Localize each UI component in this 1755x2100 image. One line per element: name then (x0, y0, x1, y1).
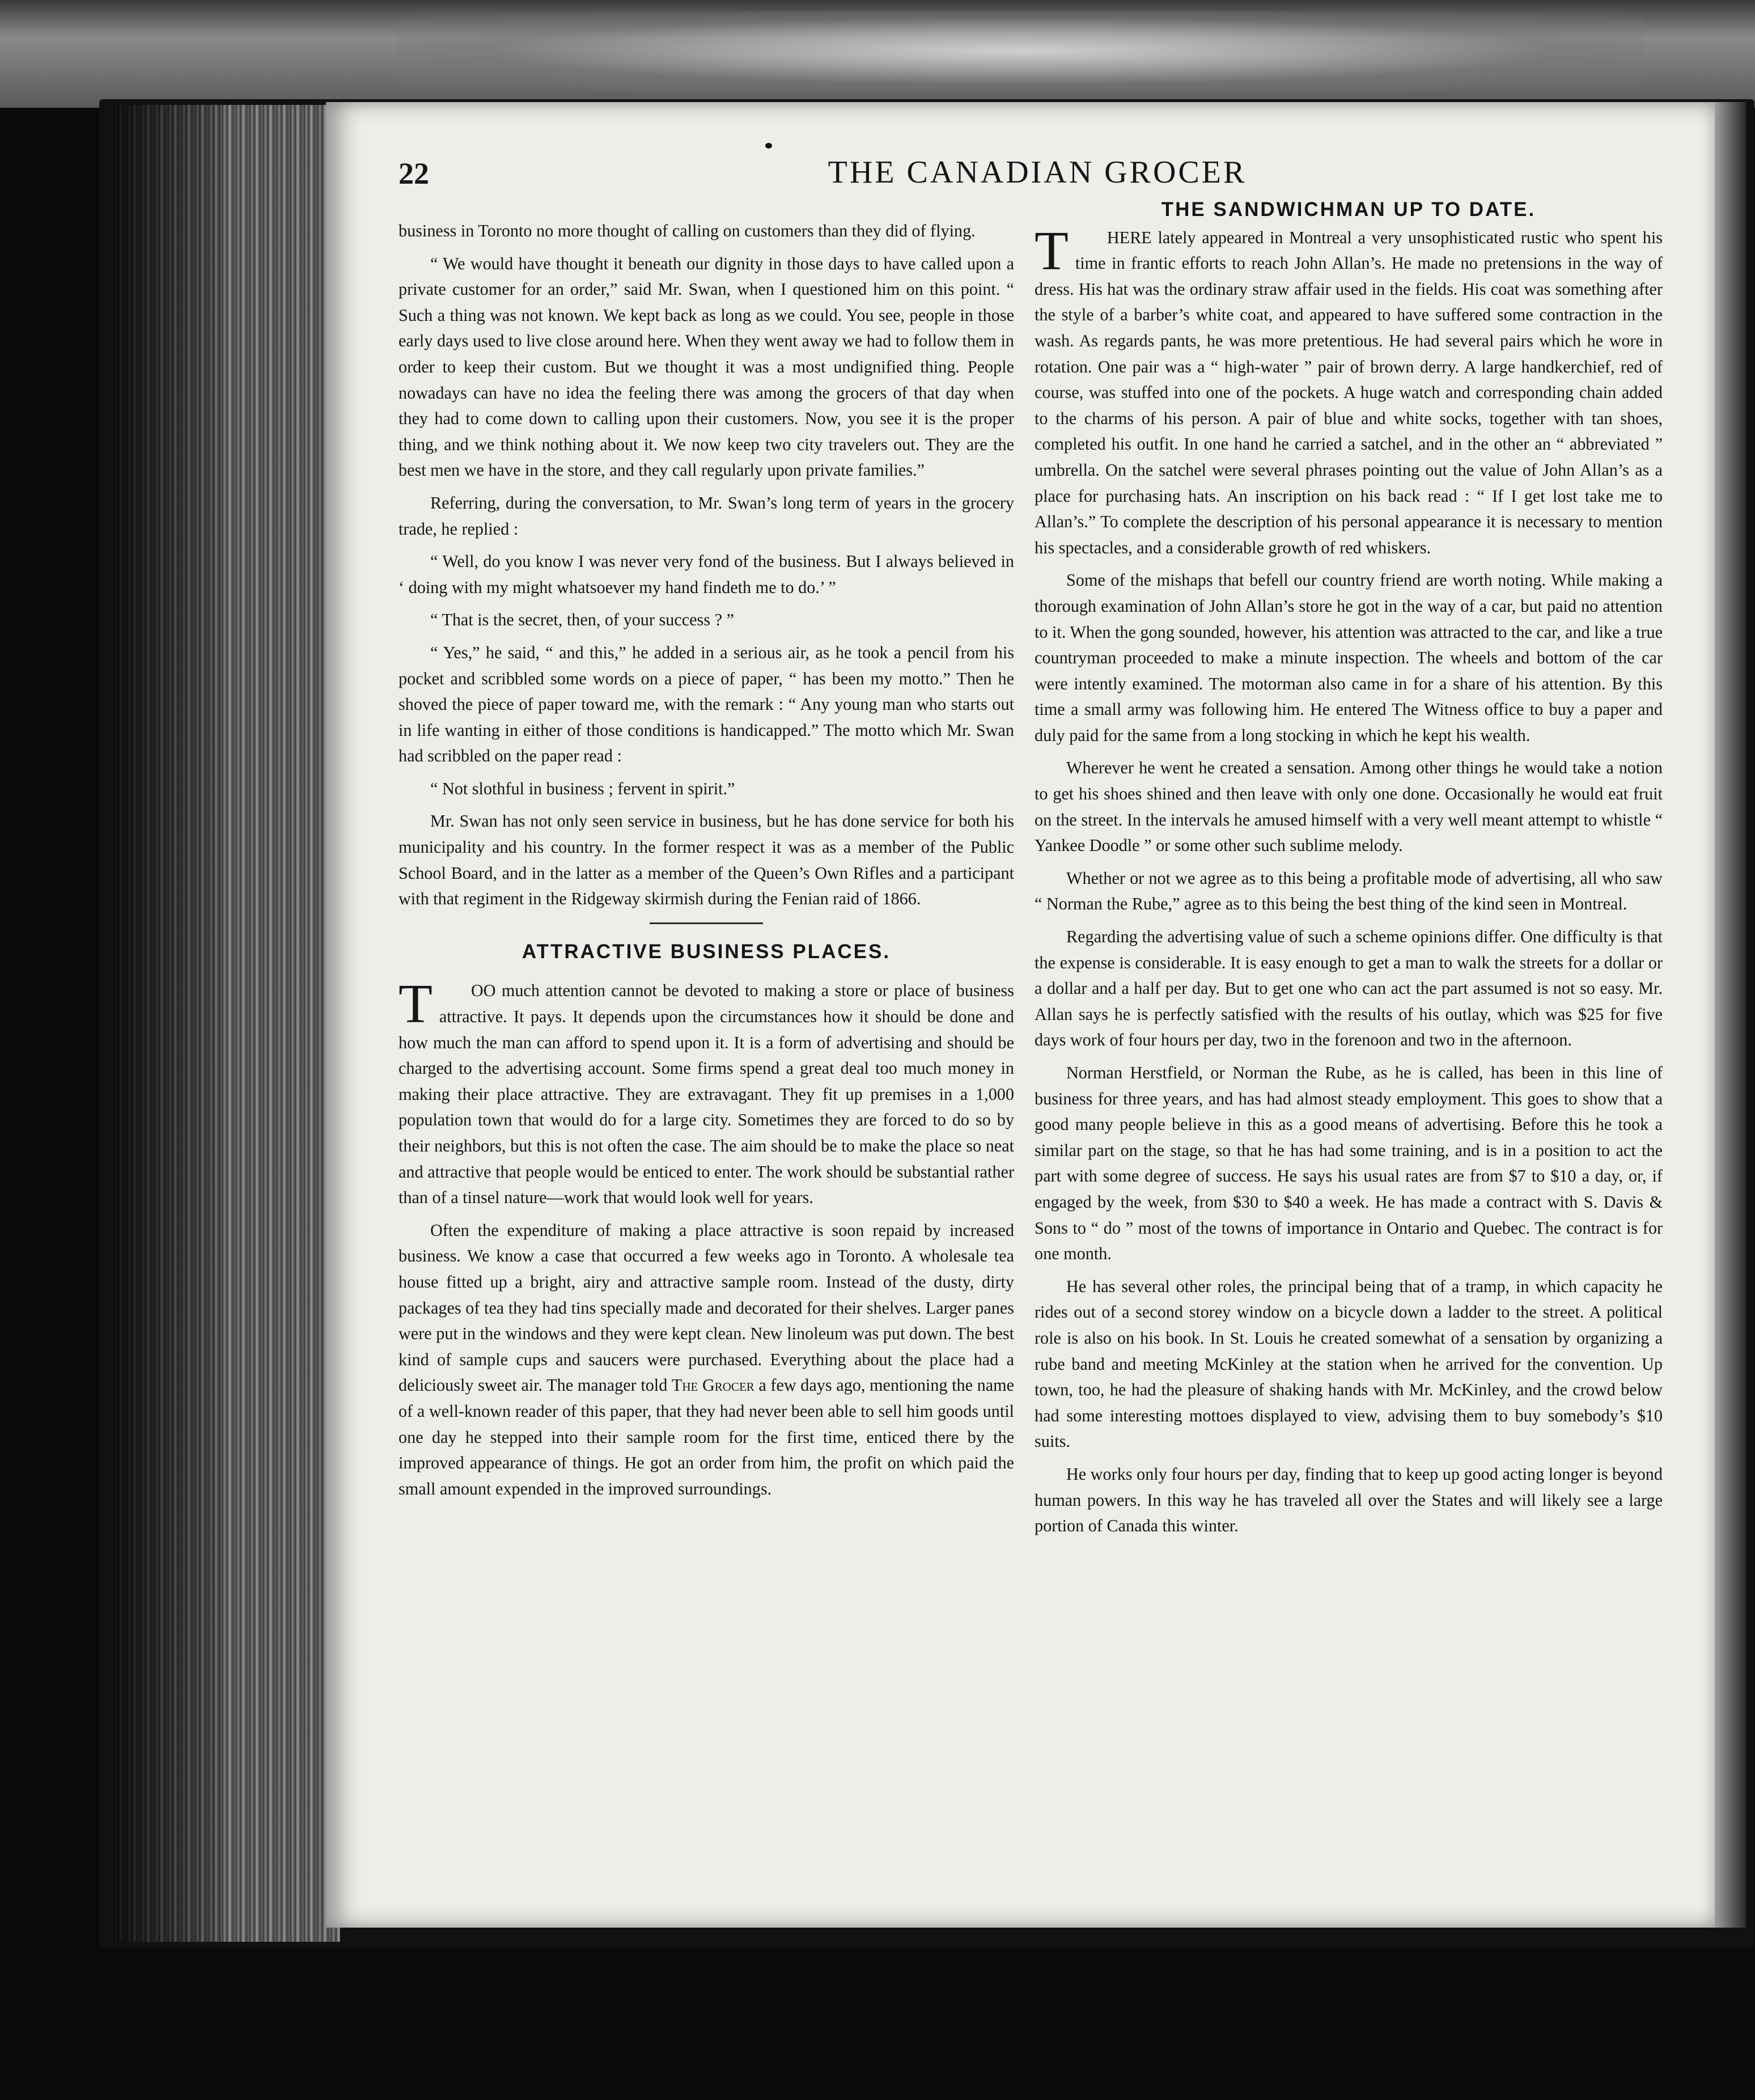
paragraph-text: a few days ago, mentioning the name of a well-known reader of this paper, that they had never been able to sell him goods until one day he stepped into their sample room for the first time, enticed there by the improved appearance of things. He got an order from him, the profit on which paid the small amount expended in the improved surroundings. (399, 1375, 1014, 1498)
left-column (399, 218, 1014, 1502)
paragraph: Wherever he went he created a sensation. Among other things he would take a notion to get his shoes shined and then leave with only one done. Occasionally he would eat fruit on the street. In the intervals he amused himself with a very well meant attempt to whistle “ Yankee Doodle ” or some other such sublime melody. (1035, 758, 1663, 856)
paragraph (399, 1218, 1014, 1502)
article-lead-paragraph (399, 973, 1014, 1210)
page-number: 22 (399, 156, 429, 190)
drop-cap: T (1035, 220, 1069, 282)
paragraph: “ Yes,” he said, “ and this,” he added in a serious air, as he took a pencil from his pocket and scribbled some words on a piece of paper, “ has been my motto.” Then he shoved the piece of paper toward me, with the remark : “ Any young man who starts out in life wanting in either of those conditions is handicapped.” The motto which Mr. Swan had scribbled on the paper read : (399, 642, 1014, 766)
paragraph: Regarding the advertising value of such a scheme opinions differ. One difficulty is that the expense is considerable. It is easy enough to get a man to walk the streets for a dollar or a dollar and a half per day. But to get one who can act the part assumed is not so easy. Mr. Allan says he is perfectly satisfied with the results of his outlay, which was $25 for five days work of four hours per day, two in the forenoon and two in the afternoon. (1035, 927, 1663, 1050)
book-edge-shadow (113, 105, 221, 1942)
paragraph: Norman Herstfield, or Norman the Rube, as he is called, has been in this line of business for three years, and has had almost steady employment. This goes to show that a good many people believe in this as a good means of advertising. Before this he took a similar part on the stage, so that he has had some training, and is in a position to act the part with some degree of success. He says his usual rates are from $7 to $10 a day, or, if engaged by the week, from $30 to $40 a week. He has made a contract with S. Davis & Sons to “ do ” most of the towns of importance in Ontario and Quebec. The contract is for one month. (1035, 1063, 1663, 1264)
paragraph: He works only four hours per day, finding that to keep up good acting longer is beyond human powers. In this way he has traveled all over the States and will likely see a large portion of Canada this winter. (1035, 1464, 1663, 1536)
paragraph: “ We would have thought it beneath our dignity in those days to have called upon a private customer for an order,” said Mr. Swan, when I questioned him on this point. “ Such a thing was not known. We kept back as long as we could. You see, people in those early days used to live close around here. When they went away we had to follow them in order to keep their custom. But we thought it was a most undignified thing. People nowadays can have no idea the feeling there was among the grocers of that day when they had to come down to calling upon their customers. Now, you see it is the proper thing, and we think nothing about it. We now keep two city travelers out. They are the best men we have in the store, and they call regularly upon private families.” (399, 253, 1014, 480)
scan-shadow (397, 11, 1644, 91)
right-column (1035, 198, 1663, 1539)
paragraph: “ Not slothful in business ; fervent in spirit.” (430, 778, 735, 798)
article-lead-paragraph (1035, 220, 1663, 561)
drop-cap: T (399, 973, 433, 1035)
paragraph: Referring, during the conversation, to Mr. Swan’s long term of years in the grocery trade, he replied : (399, 493, 1014, 539)
paragraph-text: HERE lately appeared in Montreal a very unsophisticated rustic who spent his time in frantic efforts to reach John Allan’s. He made no pretensions in the way of dress. His hat was the ordinary straw affair used in the fields. His coat was something after the style of a barber’s white coat, and appeared to have suffered some contraction in the wash. As regards pants, he was more pretentious. He had several pairs which he wore in rotation. One pair was a “ high-water ” pair of brown derry. A large handkerchief, red of course, was stuffed into one of the pockets. A huge watch and corresponding chain added to the charms of his person. A pair of blue and white socks, together with tan shoes, completed his outfit. In one hand he carried a satchel, and in the other an “ abbreviated ” umbrella. On the satchel were several phrases pointing out the value of John Allan’s as a place for purchasing hats. An inscription on his back read : “ If I get lost take me to Allan’s.” To complete the description of his personal appearance it is necessary to mention his spectacles, and a considerable growth of red whiskers. (1035, 227, 1663, 557)
ink-speck (765, 143, 772, 149)
paragraph-text: OO much attention cannot be devoted to making a store or place of business attractive. It pays. It depends upon the circumstances how it should be done and how much the man can afford to spend upon it. It is a form of advertising and should be charged to the advertising account. Some firms spend a great deal too much money in making their place attractive. They are extravagant. They fit up premises in a 1,000 population town that would do for a large city. Sometimes they are forced to do so by their neighbors, but this is not often the case. The aim should be to make the place so neat and attractive that people would be enticed to enter. The work should be substantial rather than of a tinsel nature—work that would look well for years. (399, 981, 1014, 1208)
newspaper-page (326, 102, 1715, 1928)
article-headline: THE SANDWICHMAN UP TO DATE. (1161, 198, 1536, 221)
paragraph: Whether or not we agree as to this being a profitable mode of advertising, all who saw “ Norman the Rube,” agree as to this being the best thing of the kind seen in Montreal. (1035, 868, 1663, 914)
paragraph: business in Toronto no more thought of calling on customers than they did of flying. (399, 221, 976, 240)
article-headline: ATTRACTIVE BUSINESS PLACES. (522, 940, 891, 963)
paragraph: He has several other roles, the principal being that of a tramp, in which capacity he rides out of a second storey window on a bicycle down a ladder to the street. A political role is also on his book. In St. Louis he created somewhat of a sensation by organizing a rube band and meeting McKinley at the station when he arrived for the convention. Up town, too, he had the pleasure of shaking hands with Mr. McKinley, and the crowd below had some interesting mottoes displayed to view, advising them to buy somebody’s $10 suits. (1035, 1276, 1663, 1451)
paragraph: Some of the mishaps that befell our country friend are worth noting. While making a thorough examination of John Allan’s store he got in the way of a car, but paid no attention to it. When the gong sounded, however, his attention was attracted to the car, and like a true countryman proceeded to make a minute inspection. The wheels and bottom of the car were intently examined. The motorman also came in for a share of his attention. By this time a small army was following him. He entered The Witness office to buy a paper and duly paid for the same from a long stocking in which he kept his wealth. (1035, 570, 1663, 745)
section-divider (650, 922, 763, 924)
paragraph-text: Often the expenditure of making a place attractive is soon repaid by increased business. We know a case that occurred a few weeks ago in Toronto. A wholesale tea house fitted up a bright, airy and attractive sample room. Instead of the dusty, dirty packages of tea they had tins specially made and decorated for their shelves. Larger panes were put in the windows and they were kept clean. New linoleum was put down. The best kind of sample cups and saucers were purchased. Everything about the place had a deliciously sweet air. The manager told (399, 1220, 1014, 1395)
running-head: THE CANADIAN GROCER (828, 155, 1247, 190)
paragraph: “ Well, do you know I was never very fond of the business. But I always believed in ‘ doing with my might whatsoever my hand findeth me to do.’ ” (399, 552, 1014, 597)
paragraph: “ That is the secret, then, of your success ? ” (430, 610, 734, 630)
paragraph: Mr. Swan has not only seen service in business, but he has done service for both his municipality and his country. In the former respect it was as a member of the Public School Board, and in the latter as a member of the Queen’s Own Rifles and a participant with that regiment in the Ridgeway skirmish during the Fenian raid of 1866. (399, 811, 1014, 909)
publication-name: The Grocer (671, 1375, 754, 1395)
